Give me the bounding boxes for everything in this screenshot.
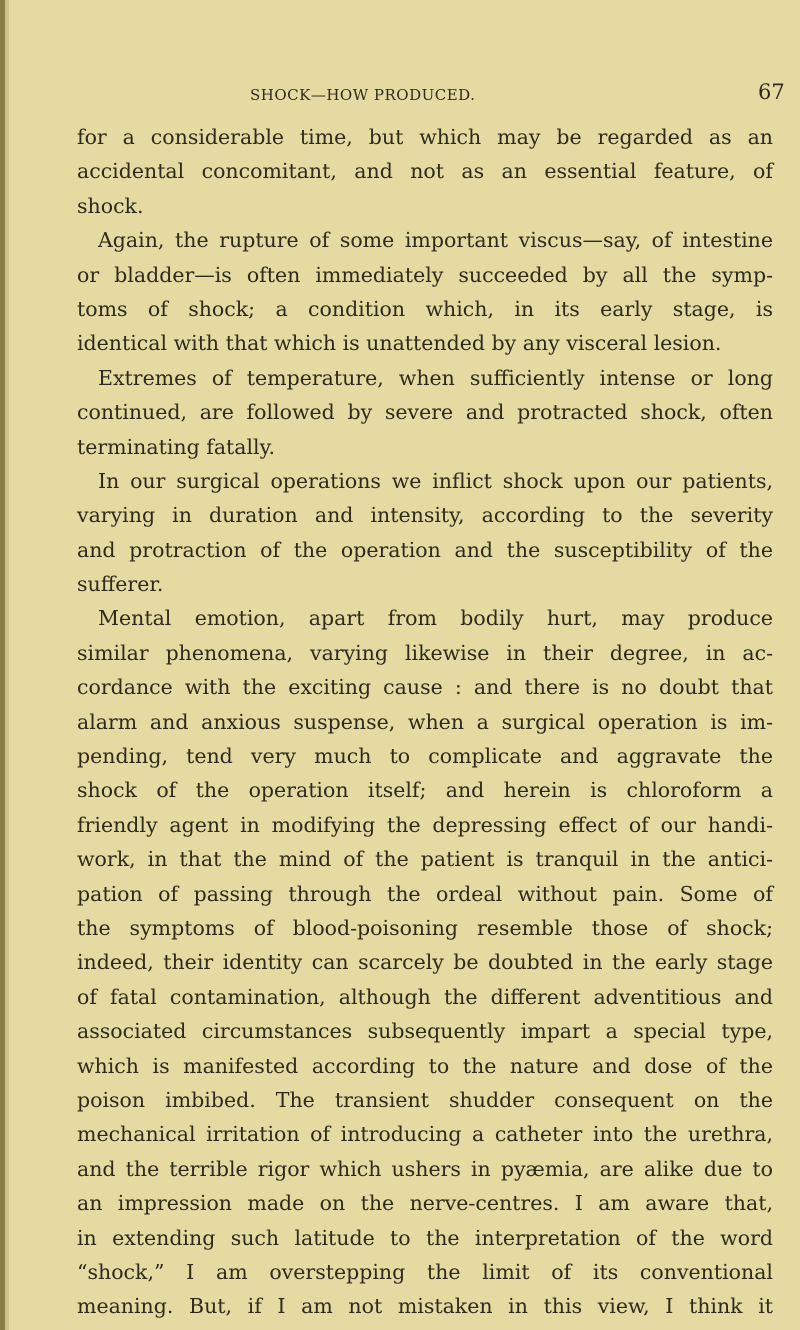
page-binding-shadow [5,0,9,1330]
text-line: alarm and anxious suspense, when a surgical operation is im- [77,709,773,734]
text-line: Again, the rupture of some important viscus—say, of intestine [98,228,773,253]
text-line: associated circumstances subsequently impart a special type, [77,1019,773,1044]
running-head: SHOCK—HOW PRODUCED. [250,86,476,104]
text-line: or bladder—is often immediately succeeded by all the symp- [77,262,773,287]
text-line: pation of passing through the ordeal without pain. Some of [77,881,773,906]
text-line: pending, tend very much to complicate and aggravate the [77,744,773,769]
text-line: Extremes of temperature, when sufficiently intense or long [98,365,773,390]
text-line: meaning. But, if I am not mistaken in this view, I think it [77,1294,773,1319]
text-line: an impression made on the nerve-centres. I am aware that, [77,1191,773,1216]
text-line: similar phenomena, varying likewise in their degree, in ac- [77,640,773,665]
text-line: shock. [77,193,144,218]
text-line: terminating fatally. [77,434,275,459]
text-line: toms of shock; a condition which, in its early stage, is [77,296,773,321]
text-line: varying in duration and intensity, according to the severity [77,503,773,528]
text-line: and protraction of the operation and the susceptibility of the [77,537,773,562]
text-line: “shock,” I am overstepping the limit of its conventional [77,1259,773,1284]
text-line: shock of the operation itself; and herein is chloroform a [77,778,773,803]
text-line: poison imbibed. The transient shudder consequent on the [77,1087,773,1112]
text-line: cordance with the exciting cause : and there is no doubt that [77,675,773,700]
text-line: of fatal contamination, although the different adventitious and [77,984,773,1009]
text-line: identical with that which is unattended by any visceral lesion. [77,331,722,356]
text-line: In our surgical operations we inflict shock upon our patients, [98,468,773,493]
text-line: sufferer. [77,572,164,597]
page-number: 67 [758,80,785,104]
text-line: in extending such latitude to the interpretation of the word [77,1225,773,1250]
text-line: which is manifested according to the nature and dose of the [77,1053,773,1078]
text-line: friendly agent in modifying the depressing effect of our handi- [77,812,773,837]
text-line: Mental emotion, apart from bodily hurt, may produce [98,606,773,631]
text-line: continued, are followed by severe and protracted shock, often [77,400,773,425]
text-line: the symptoms of blood-poisoning resemble those of shock; [77,915,773,940]
body-text [77,120,773,1324]
text-line: for a considerable time, but which may be regarded as an [77,125,773,149]
text-line: accidental concomitant, and not as an essential feature, of [77,159,773,184]
text-line: mechanical irritation of introducing a catheter into the urethra, [77,1122,773,1147]
text-line: and the terrible rigor which ushers in pyæmia, are alike due to [77,1156,773,1181]
text-line: work, in that the mind of the patient is tranquil in the antici- [77,847,773,872]
text-line: indeed, their identity can scarcely be doubted in the early stage [77,950,773,975]
